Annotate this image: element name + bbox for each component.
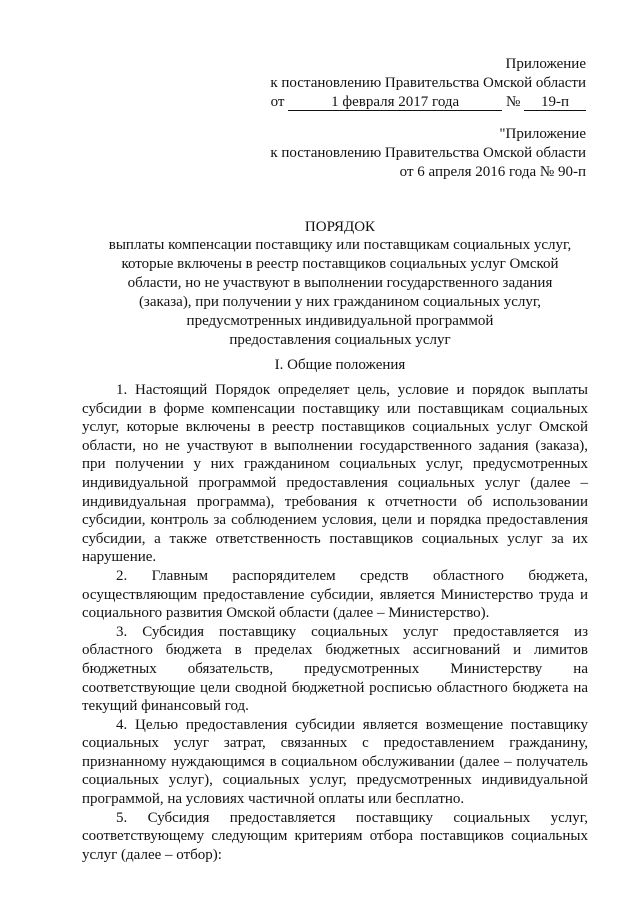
annotation-old-title: "Приложение xyxy=(499,126,586,142)
annotation-old-decree: к постановлению Правительства Омской области xyxy=(270,145,586,161)
subtitle-line: предусмотренных индивидуальной программой xyxy=(186,313,494,329)
paragraph-3: 3. Субсидия поставщику социальных услуг предоставляется из областного бюджета в пределах бюджетных ассигнований и лимитов бюджетных обязательств, предусмотренных Министерству на соответствующие цели сводной бюджетной росписью областного бюджета на текущий финансовый год. xyxy=(82,623,588,715)
paragraph-2: 2. Главным распорядителем средств областного бюджета, осуществляющим предоставление субсидии, является Министерство труда и социального развития Омской области (далее – Министерство). xyxy=(82,567,588,622)
annotation-old xyxy=(270,125,586,182)
decree-date: 1 февраля 2017 года xyxy=(288,94,502,111)
subtitle-line: выплаты компенсации поставщику или поставщикам социальных услуг, xyxy=(108,237,572,253)
section-title: I. Общие положения xyxy=(274,357,406,373)
decree-number: 19-п xyxy=(524,94,586,111)
subtitle-line: области, но не участвуют в выполнении государственного задания xyxy=(127,275,553,291)
annotation-new-title: Приложение xyxy=(505,56,586,72)
annotation-new-date-line xyxy=(270,93,586,112)
document-subtitle xyxy=(60,236,620,350)
subtitle-line: которые включены в реестр поставщиков социальных услуг Омской xyxy=(121,256,559,272)
annotation-new xyxy=(270,55,586,112)
from-label: от xyxy=(270,94,285,110)
annotation-old-date: от 6 апреля 2016 года № 90-п xyxy=(399,164,586,180)
document-body xyxy=(82,381,588,864)
subtitle-line: предоставления социальных услуг xyxy=(229,332,451,348)
paragraph-1: 1. Настоящий Порядок определяет цель, условие и порядок выплаты субсидии в форме компенсации поставщику или поставщикам социальных услуг, которые включены в реестр поставщиков социальных услуг Омской области, но не участвуют в выполнении государственного задания (заказа), при получении у них гражданином социальных услуг, предусмотренных индивидуальной программой предоставления социальных услуг (далее – индивидуальная программа), требования к отчетности об использовании субсидии, контроль за соблюдением условия, цели и порядка предоставления субсидии, а также ответственность поставщиков социальных услуг за их нарушение. xyxy=(82,382,588,566)
number-sign: № xyxy=(505,94,521,110)
paragraph-4: 4. Целью предоставления субсидии является возмещение поставщику социальных услуг затрат, связанных с предоставлением гражданину, признанному нуждающимся в социальном обслуживании (далее – получатель социальных услуг), социальных услуг, предусмотренных индивидуальной программой, на условиях частичной оплаты или бесплатно. xyxy=(82,716,588,808)
annotation-new-decree: к постановлению Правительства Омской области xyxy=(270,75,586,91)
document-title: ПОРЯДОК xyxy=(304,219,376,235)
paragraph-5: 5. Субсидия предоставляется поставщику социальных услуг, соответствующему следующим критериям отбора поставщиков социальных услуг (далее – отбор): xyxy=(82,809,588,863)
subtitle-line: (заказа), при получении у них гражданином социальных услуг, xyxy=(138,294,542,310)
